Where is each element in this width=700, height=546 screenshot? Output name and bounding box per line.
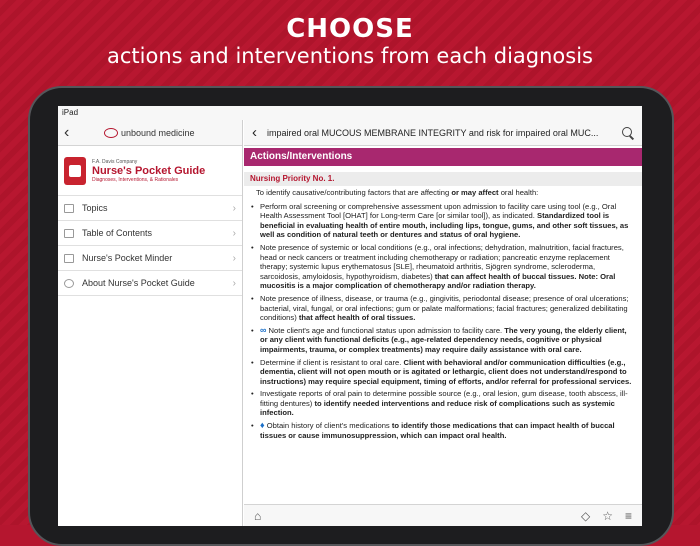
brand-logo-icon	[104, 128, 118, 138]
ipad-screen	[58, 106, 642, 526]
nursing-priority-header: Nursing Priority No. 1.	[244, 172, 642, 186]
bottom-toolbar	[244, 504, 642, 526]
tag-icon[interactable]: ◇	[580, 508, 591, 523]
menu-item-table-of-contents[interactable]	[58, 221, 242, 246]
home-icon[interactable]: ⌂	[254, 508, 262, 523]
list-item	[250, 202, 636, 240]
menu-item-label: Nurse's Pocket Minder	[82, 253, 173, 263]
item-text: Determine if client is resistant to oral care.	[260, 357, 404, 367]
chevron-right-icon: ›	[232, 277, 236, 289]
menu-item-about[interactable]	[58, 271, 242, 296]
sidebar-nav	[58, 120, 242, 146]
menu-item-label: About Nurse's Pocket Guide	[82, 278, 195, 288]
intro-text-a: To identify causative/contributing factors that are affecting	[256, 188, 452, 197]
book-header[interactable]	[58, 146, 242, 196]
status-bar	[58, 106, 642, 120]
book-cover-icon	[64, 157, 86, 185]
headline-title: CHOOSE	[286, 14, 414, 44]
back-button[interactable]: ‹	[64, 123, 70, 141]
topics-icon	[64, 204, 74, 213]
item-text: Note presence of systemic or local conditions (e.g., oral infections; dehydration, malnutrition, facial fractures, head or neck cancers or treatment including chemotherapy or radiation; pancreatic enzyme replacement therapy; systemic lupus erythematosus [SLE], rheumatoid arthritis, Sjögren syndrome, scleroderma, sarcoidosis, amyloidosis, hypothyroidism, diabetes)	[260, 242, 624, 281]
menu-item-label: Topics	[82, 203, 108, 213]
book-subtitle: Diagnoses, Interventions, & Rationales	[92, 176, 179, 183]
list-item	[250, 294, 636, 323]
list-item	[250, 243, 636, 291]
chevron-right-icon: ›	[232, 202, 236, 214]
item-rationale: Standardized tool is beneficial in evaluating health of entire mouth, including lips, tongue, gums, and other soft tissues, as well as condition of natural teeth or dentures and status of oral hygiene.	[260, 211, 629, 240]
menu-item-topics[interactable]	[58, 196, 242, 221]
lifespan-icon: ∞	[260, 324, 267, 335]
intro-text-c: oral health:	[498, 188, 539, 197]
item-text: Investigate reports of oral pain to determine possible source (e.g., oral lesion, gum disease, tooth abscess, ill-fitting dentures)	[260, 389, 628, 408]
item-rationale: that can affect health of buccal tissues. Note: Oral mucositis is a major complication of chemotherapy and/or radiation therapy.	[260, 271, 616, 291]
item-text: Note client's age and functional status upon admission to facility care.	[268, 325, 505, 335]
list-item	[250, 358, 636, 387]
section-header[interactable]: Actions/Interventions	[244, 148, 642, 166]
notes-icon[interactable]: ≡	[624, 508, 632, 523]
item-text: Obtain history of client's medications	[266, 421, 392, 431]
chevron-right-icon: ›	[232, 252, 236, 264]
item-rationale: Client with behavioral and/or communication difficulties (e.g., dementia, client will not open mouth or is agitated or lethargic, client does not understand/respond to instructions) may require special equipment, timing of efforts, and/or referral for professional services.	[260, 357, 632, 386]
sidebar	[58, 120, 243, 526]
content-body	[244, 188, 642, 440]
intro-text-b: or may affect	[451, 188, 499, 197]
item-text: Perform oral screening or comprehensive assessment upon admission to facility care using tool (e.g., Oral Health Assessment Tool [OHAT] for Long-term Care [or similar tool]), as indicated.	[260, 201, 617, 221]
list-item	[250, 326, 636, 355]
book-title: Nurse's Pocket Guide	[92, 164, 206, 177]
brand-name: unbound medicine	[121, 127, 195, 138]
menu-item-label: Table of Contents	[82, 228, 153, 238]
menu-item-pocket-minder[interactable]	[58, 246, 242, 271]
content-pane	[244, 120, 642, 526]
brand-logo	[104, 128, 195, 138]
search-icon[interactable]	[622, 127, 634, 139]
item-rationale: that affect health of oral tissues.	[298, 313, 416, 323]
list-item	[250, 421, 636, 440]
content-nav	[244, 120, 642, 146]
star-icon[interactable]: ☆	[602, 508, 613, 523]
item-text: Note presence of illness, disease, or trauma (e.g., gingivitis, periodontal disease; presence of oral ulcerations; bacterial, viral, fungal, or oral infections; gum or palate malformations; facial fractures; generalized debilitating conditions)	[260, 293, 629, 323]
item-rationale: to identify needed interventions and reduce risk of complications such as systemic infection.	[260, 398, 615, 418]
topic-title: impaired oral MUCOUS MEMBRANE INTEGRITY and risk for impaired oral MUC...	[267, 127, 599, 138]
content-back-button[interactable]: ‹	[252, 124, 257, 141]
device-label: iPad	[62, 108, 79, 117]
headline-subtitle: actions and interventions from each diagnosis	[107, 44, 593, 68]
chevron-right-icon: ›	[232, 227, 236, 239]
list-icon	[64, 229, 74, 238]
document-icon	[64, 254, 74, 263]
item-rationale: The very young, the elderly client, or any client with functional deficits (e.g., age-related dependency needs, cognitive or physical impairments, trauma, or complex treatments) may require daily assistance with oral care.	[260, 325, 627, 354]
intervention-list	[250, 202, 636, 441]
intro-text	[256, 188, 636, 198]
info-icon	[64, 279, 74, 288]
medication-icon: ♦	[260, 420, 265, 431]
list-item	[250, 389, 636, 418]
book-publisher: F.A. Davis Company	[92, 158, 138, 165]
item-rationale: to identify those medications that can impact health of buccal tissues or cause immunosuppression, which can impact oral health.	[260, 421, 615, 440]
